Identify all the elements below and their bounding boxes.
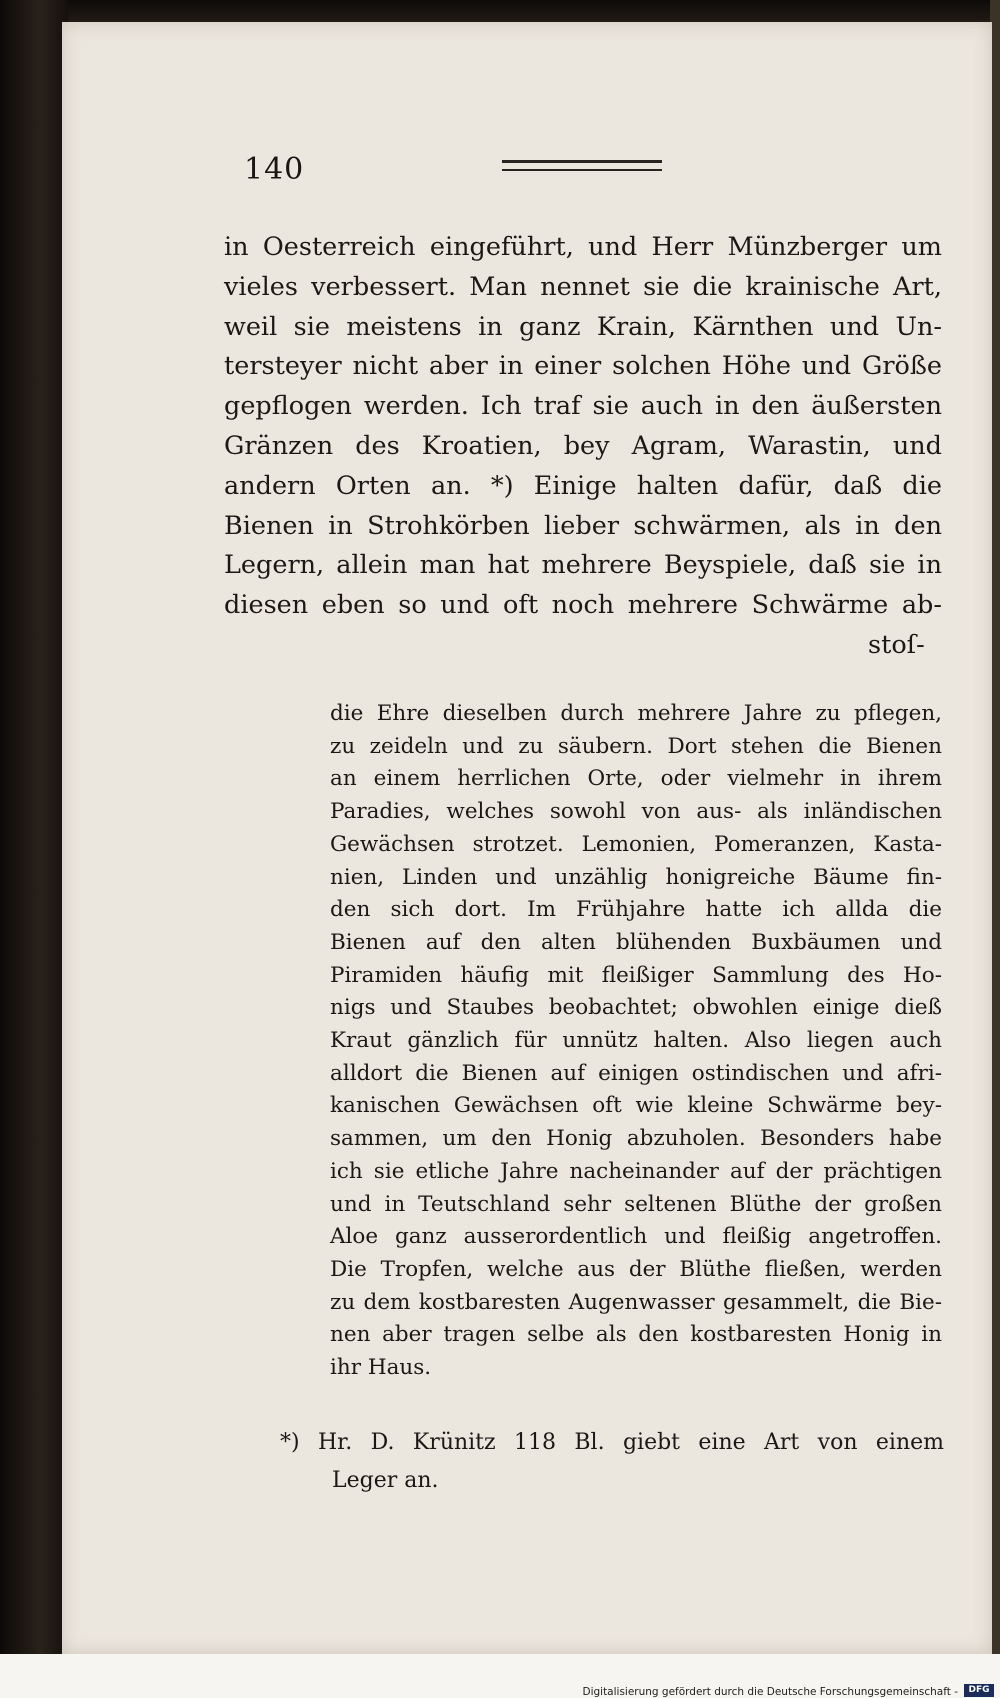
- note-line: Die Tropfen, welche aus der Blüthe fließen, werden: [330, 1256, 942, 1282]
- note-line: Piramiden häufig mit fleißiger Sammlung des Ho-: [330, 962, 942, 988]
- footnote-line: Leger an.: [332, 1468, 439, 1493]
- main-text-block: [224, 228, 942, 626]
- note-line: Gewächsen strotzet. Lemonien, Pomeranzen, Kasta-: [330, 831, 942, 857]
- text-line: tersteyer nicht aber in einer solchen Höhe und Größe: [224, 351, 942, 382]
- note-line: ich sie etliche Jahre nacheinander auf der prächtigen: [330, 1158, 942, 1184]
- catchword: stoſ-: [868, 630, 925, 660]
- header-rule: [502, 160, 662, 171]
- text-line: Bienen in Strohkörben lieber schwärmen, als in den: [224, 510, 942, 541]
- footnote: [280, 1424, 944, 1500]
- note-line: die Ehre dieselben durch mehrere Jahre zu pflegen,: [330, 701, 942, 726]
- note-line: nen aber tragen selbe als den kostbaresten Honig in: [330, 1322, 942, 1348]
- text-line: vieles verbessert. Man nennet sie die krainische Art,: [224, 271, 942, 302]
- note-line: kanischen Gewächsen oft wie kleine Schwärme bey-: [330, 1093, 942, 1119]
- digitization-credit: Digitalisierung gefördert durch die Deutsche Forschungsgemeinschaft -: [582, 1686, 958, 1698]
- note-line: zu zeideln und zu säubern. Dort stehen die Bienen: [330, 733, 942, 759]
- note-line: Kraut gänzlich für unnütz halten. Also liegen auch: [330, 1028, 942, 1054]
- note-line: Paradies, welches sowohl von aus- als inländischen: [330, 799, 942, 825]
- footnote-line: *) Hr. D. Krünitz 118 Bl. giebt eine Art von einem: [280, 1430, 944, 1455]
- dfg-logo-icon: DFG: [964, 1684, 994, 1697]
- note-line: an einem herrlichen Orte, oder vielmehr in ihrem: [330, 766, 942, 792]
- note-line: Aloe ganz ausserordentlich und fleißig angetroffen.: [330, 1224, 942, 1250]
- text-line: andern Orten an. *) Einige halten dafür, daß die: [224, 470, 942, 501]
- note-line: alldort die Bienen auf einigen ostindischen und afri-: [330, 1060, 942, 1086]
- text-line: gepflogen werden. Ich traf sie auch in den äußersten: [224, 391, 942, 422]
- note-line: und in Teutschland sehr seltenen Blüthe der großen: [330, 1191, 942, 1217]
- note-line: ihr Haus.: [330, 1355, 432, 1381]
- text-line: Legern, allein man hat mehrere Beyspiele, daß sie in: [224, 550, 942, 581]
- note-line: sammen, um den Honig abzuholen. Besonders habe: [330, 1126, 942, 1152]
- text-line: diesen eben so und oft noch mehrere Schwärme ab-: [224, 590, 942, 621]
- text-line: in Oesterreich eingeführt, und Herr Münzberger um: [224, 232, 942, 262]
- note-text-block: [330, 698, 942, 1385]
- note-line: nigs und Staubes beobachtet; obwohlen einige dieß: [330, 995, 942, 1021]
- note-line: den sich dort. Im Frühjahre hatte ich allda die: [330, 897, 942, 923]
- text-line: weil sie meistens in ganz Krain, Kärnthen und Un-: [224, 311, 942, 342]
- scan-border-top: [0, 0, 1000, 22]
- text-line: Gränzen des Kroatien, bey Agram, Warastin, und: [224, 430, 942, 461]
- scan-book-edge: [0, 0, 68, 1698]
- page-number: 140: [244, 152, 305, 187]
- note-line: zu dem kostbaresten Augenwasser gesammelt, die Bie-: [330, 1289, 942, 1315]
- note-line: nien, Linden und unzählig honigreiche Bäume fin-: [330, 864, 942, 890]
- note-line: Bienen auf den alten blühenden Buxbäumen und: [330, 929, 942, 955]
